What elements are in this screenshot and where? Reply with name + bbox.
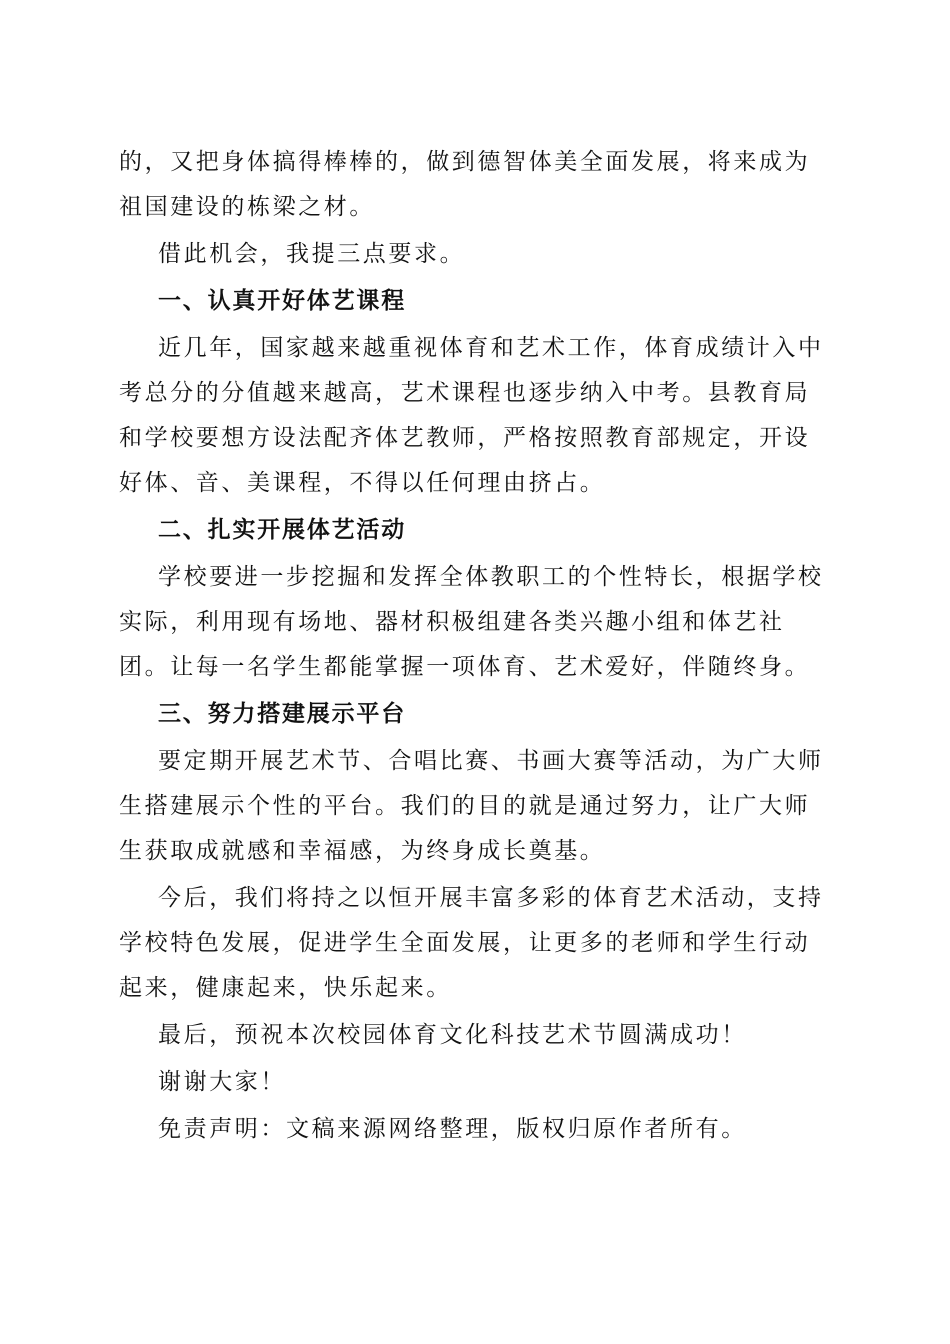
document-body xyxy=(119,140,831,1154)
section-heading-1: 一、认真开好体艺课程 xyxy=(158,288,406,314)
paragraph-section-2: 学校要进一步挖掘和发挥全体教职工的个性特长，根据学校实际，利用现有场地、器材积极组建各类兴趣小组和体艺社团。让每一名学生都能掌握一项体育、艺术爱好，伴随终身。 xyxy=(119,564,824,680)
paragraph-intro-requirements: 借此机会，我提三点要求。 xyxy=(158,241,466,267)
paragraph-section-1: 近几年，国家越来越重视体育和艺术工作，体育成绩计入中考总分的分值越来越高，艺术课程也逐步纳入中考。县教育局和学校要想方设法配齐体艺教师，严格按照教育部规定，开设好体、音、美课程，不得以任何理由挤占。 xyxy=(119,335,824,496)
paragraph-continuation: 的，又把身体搞得棒棒的，做到德智体美全面发展，将来成为祖国建设的栋梁之材。 xyxy=(119,149,811,220)
paragraph-thanks: 谢谢大家！ xyxy=(158,1069,286,1095)
section-heading-2: 二、扎实开展体艺活动 xyxy=(158,517,406,543)
paragraph-disclaimer: 免责声明：文稿来源网络整理，版权归原作者所有。 xyxy=(158,1116,747,1142)
paragraph-future: 今后，我们将持之以恒开展丰富多彩的体育艺术活动，支持学校特色发展，促进学生全面发展，让更多的老师和学生行动起来，健康起来，快乐起来。 xyxy=(119,885,824,1001)
paragraph-wishes: 最后，预祝本次校园体育文化科技艺术节圆满成功！ xyxy=(158,1022,747,1048)
section-heading-3: 三、努力搭建展示平台 xyxy=(158,701,406,727)
paragraph-section-3: 要定期开展艺术节、合唱比赛、书画大赛等活动，为广大师生搭建展示个性的平台。我们的目的就是通过努力，让广大师生获取成就感和幸福感，为终身成长奠基。 xyxy=(119,748,824,864)
